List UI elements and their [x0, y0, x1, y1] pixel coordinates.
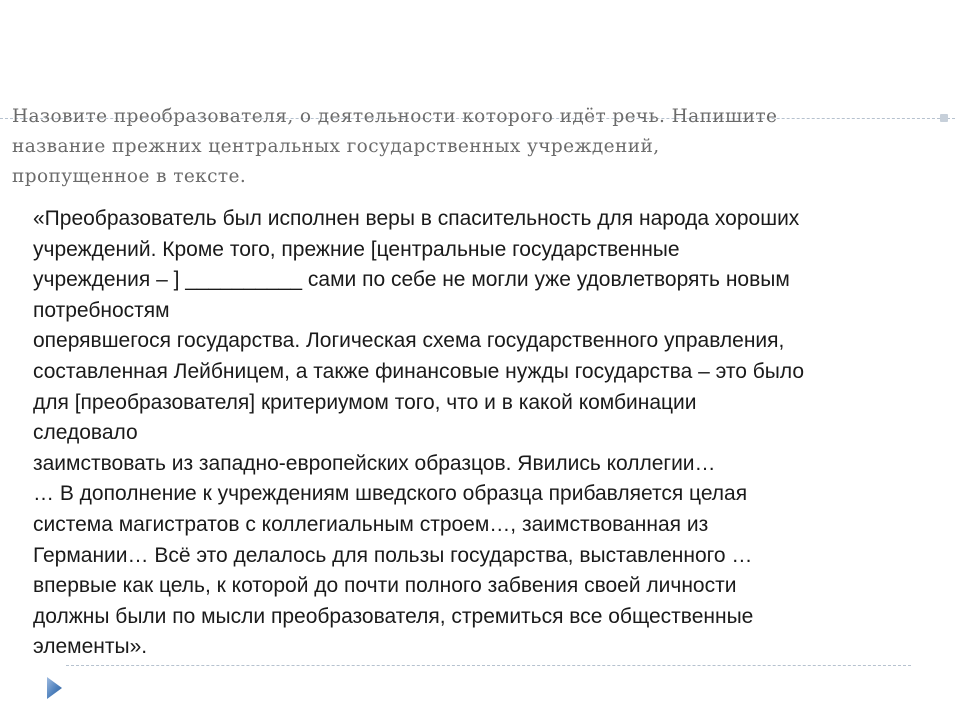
quote-line: для [преобразователя] критериумом того, что и в какой комбинации [33, 390, 697, 414]
quote-line: оперявшегося государства. Логическая схема государственного управления, [33, 329, 785, 353]
quote-line: Германии… Всё это делалось для пользы государства, выставленного … [33, 543, 753, 567]
quote-line: заимствовать из западно-европейских образцов. Явились коллегии… [33, 451, 716, 475]
source-quote [33, 204, 938, 663]
task-line: название прежних центральных государственных учреждений, [12, 136, 660, 157]
quote-line: … В дополнение к учреждениям шведского образца прибавляется целая [33, 482, 748, 506]
triangle-right-icon[interactable] [44, 675, 64, 701]
quote-line: должны были по мысли преобразователя, стремиться все общественные [33, 604, 754, 628]
task-line: Назовите преобразователя, о деятельности которого идёт речь. Напишите [12, 106, 778, 127]
footer-divider [66, 665, 911, 666]
quote-line: система магистратов с коллегиальным строем…, заимствованная из [33, 512, 709, 536]
task-line: пропущенное в тексте. [12, 166, 247, 187]
quote-line: «Преобразователь был исполнен веры в спасительность для народа хороших [33, 207, 800, 230]
quote-line: следовало [33, 421, 138, 445]
task-question [12, 102, 942, 192]
quote-line: составленная Лейбницем, а также финансовые нужды государства – это было [33, 359, 805, 383]
quote-line: учреждений. Кроме того, прежние [центральные государственные [33, 237, 680, 261]
quote-line: потребностям [33, 298, 170, 322]
quote-line: учреждения – ] __________ сами по себе не могли уже удовлетворять новым [33, 268, 790, 292]
quote-line: элементы». [33, 635, 148, 659]
quote-line: впервые как цель, к которой до почти полного забвения своей личности [33, 574, 737, 598]
